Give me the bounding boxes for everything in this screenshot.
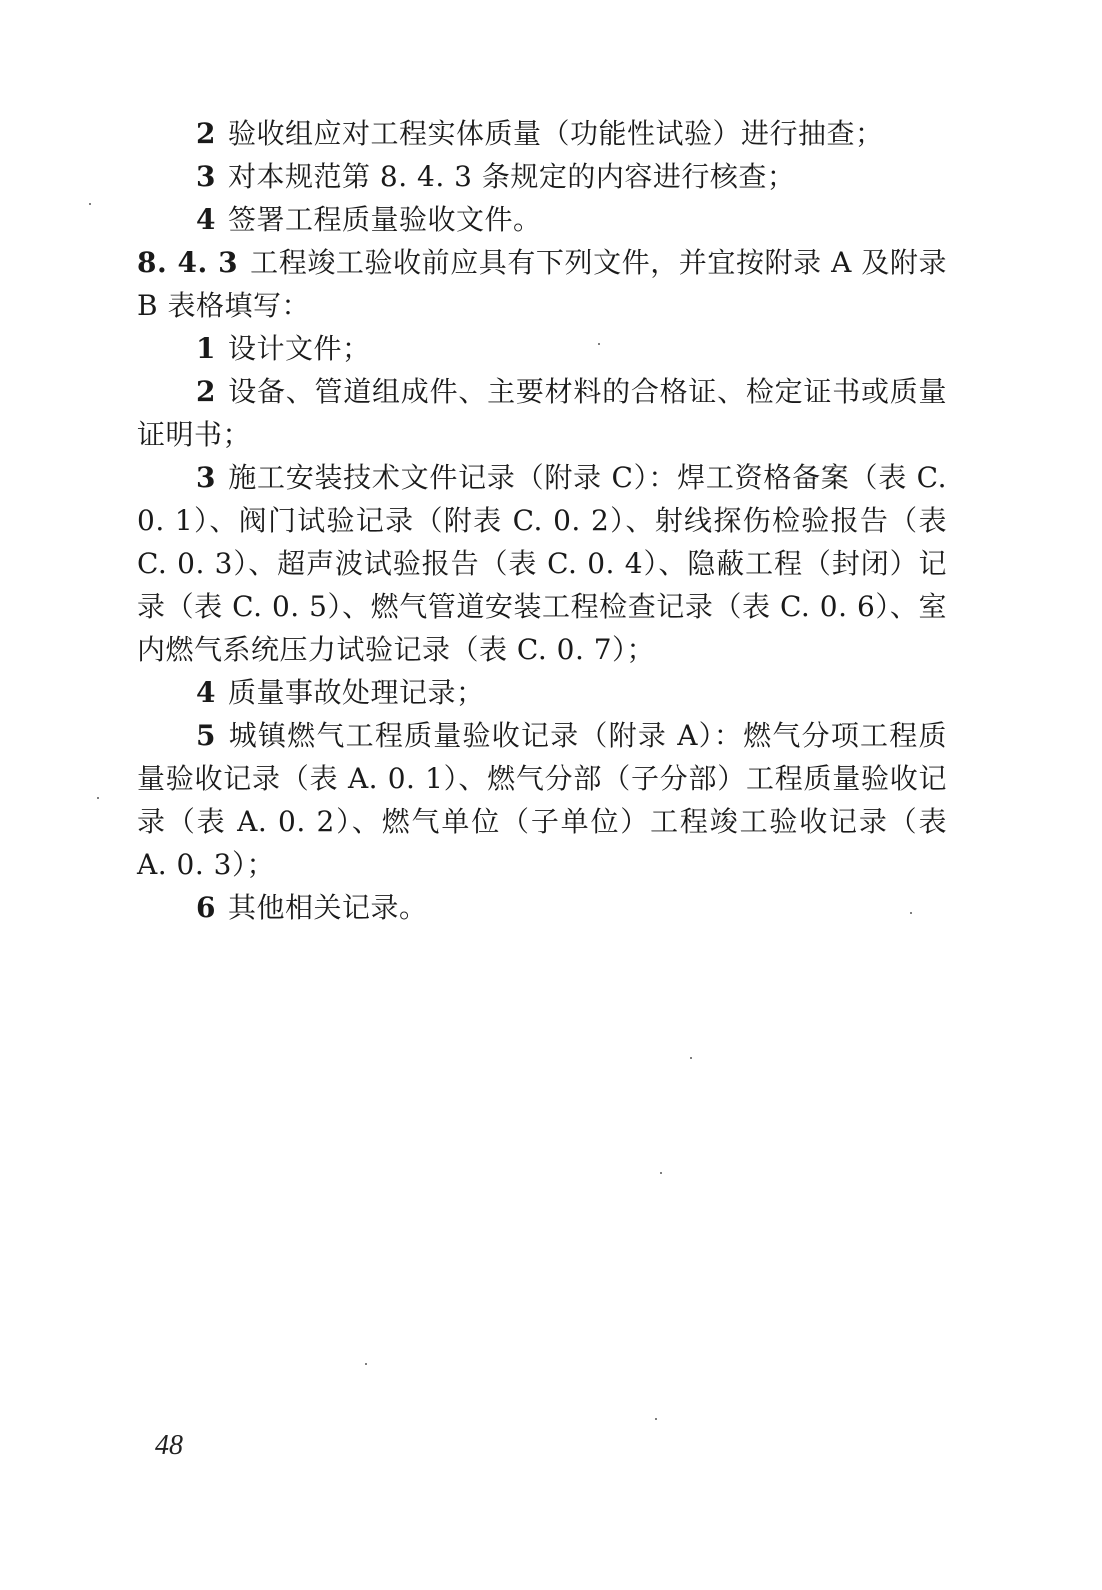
scan-speck xyxy=(690,1057,692,1059)
scan-speck xyxy=(655,1418,657,1420)
item-text: 签署工程质量验收文件。 xyxy=(227,203,542,236)
list-item xyxy=(137,112,947,155)
item-number: 4 xyxy=(196,203,216,236)
scan-speck xyxy=(660,1172,662,1174)
item-number: 3 xyxy=(196,160,216,193)
clause-paragraph xyxy=(137,241,947,327)
item-number: 6 xyxy=(196,891,216,924)
list-item xyxy=(137,327,947,370)
item-text: 验收组应对工程实体质量（功能性试验）进行抽查； xyxy=(227,117,884,150)
item-number: 2 xyxy=(196,117,216,150)
item-text: 城镇燃气工程质量验收记录（附录 A）：燃气分项工程质量验收记录（表 A. 0. 1）、燃气分部（子分部）工程质量验收记录（表 A. 0. 2）、燃气单位（子单位）工程竣工验收记录（表 A. 0. 3）； xyxy=(137,719,947,881)
list-item xyxy=(137,886,947,929)
item-text: 对本规范第 8. 4. 3 条规定的内容进行核查； xyxy=(227,160,796,193)
list-item xyxy=(137,714,947,886)
item-text: 质量事故处理记录； xyxy=(227,676,485,709)
item-number: 5 xyxy=(196,719,216,752)
list-item xyxy=(137,456,947,671)
item-number: 2 xyxy=(196,375,216,408)
list-item xyxy=(137,155,947,198)
list-item xyxy=(137,671,947,714)
item-number: 1 xyxy=(196,332,216,365)
page-number: 48 xyxy=(155,1430,183,1461)
scan-speck xyxy=(89,203,91,205)
scan-speck xyxy=(910,912,912,914)
list-item xyxy=(137,370,947,456)
item-text: 设备、管道组成件、主要材料的合格证、检定证书或质量证明书； xyxy=(137,375,947,451)
item-text: 其他相关记录。 xyxy=(227,891,428,924)
item-text: 设计文件； xyxy=(227,332,371,365)
scan-speck xyxy=(97,797,99,799)
clause-number: 8. 4. 3 xyxy=(137,246,239,279)
item-number: 4 xyxy=(196,676,216,709)
item-text: 施工安装技术文件记录（附录 C）：焊工资格备案（表 C. 0. 1）、阀门试验记录（附表 C. 0. 2）、射线探伤检验报告（表 C. 0. 3）、超声波试验报告（表 C. 0. 4）、隐蔽工程（封闭）记录（表 C. 0. 5）、燃气管道安装工程检查记录（表 C. 0. 6）、室内燃气系统压力试验记录（表 C. 0. 7）； xyxy=(137,461,947,666)
page-body xyxy=(137,112,947,929)
scan-speck xyxy=(598,343,600,345)
scan-speck xyxy=(365,1363,367,1365)
list-item xyxy=(137,198,947,241)
item-number: 3 xyxy=(196,461,216,494)
clause-text: 工程竣工验收前应具有下列文件，并宜按附录 A 及附录 B 表格填写： xyxy=(137,246,947,322)
